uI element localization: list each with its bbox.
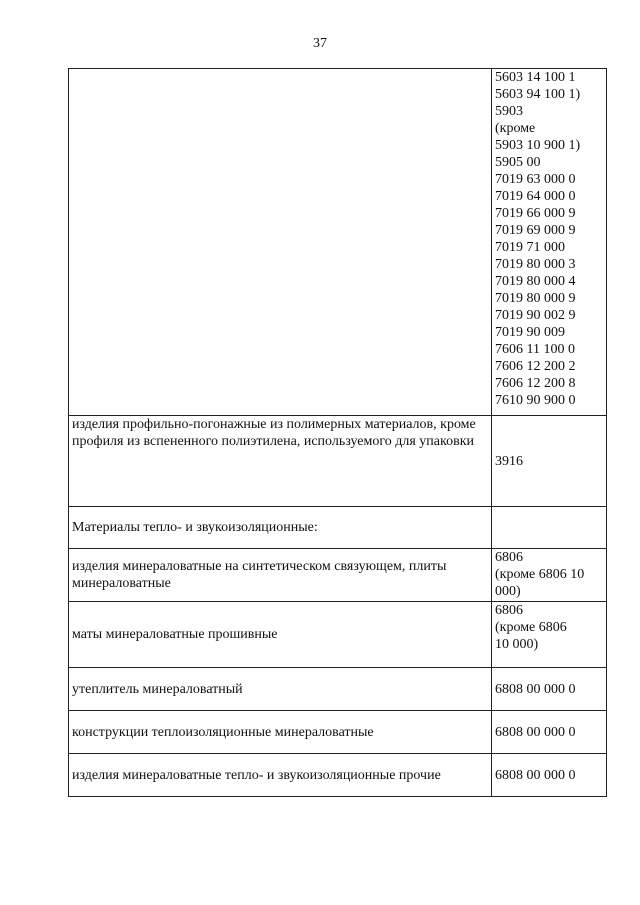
code-line: 7019 80 000 4 — [495, 274, 576, 289]
code-cell: 6808 00 000 0 — [492, 668, 607, 711]
table-row — [69, 69, 607, 416]
code-line: 7019 71 000 — [495, 240, 565, 255]
code-line: 5905 00 — [495, 155, 541, 170]
code-line: 7019 69 000 9 — [495, 223, 576, 238]
description-cell: изделия минераловатные тепло- и звукоизоляционные прочие — [69, 754, 492, 797]
description-cell: изделия профильно-погонажные из полимерных материалов, кроме профиля из вспененного полиэтилена, используемого для упаковки — [69, 416, 492, 507]
description-cell: конструкции теплоизоляционные минераловатные — [69, 711, 492, 754]
code-line: (кроме — [495, 121, 536, 136]
table-row — [69, 416, 607, 507]
table-row — [69, 754, 607, 797]
description-cell: маты минераловатные прошивные — [69, 602, 492, 668]
code-line: 7606 12 200 2 — [495, 359, 576, 374]
page-number: 37 — [313, 36, 327, 51]
code-cell: 6808 00 000 0 — [492, 754, 607, 797]
code-cell: 6808 00 000 0 — [492, 711, 607, 754]
code-line: 5903 10 900 1) — [495, 138, 581, 153]
code-line: 7019 80 000 9 — [495, 291, 576, 306]
code-line: 5603 94 100 1) — [495, 87, 581, 102]
code-line: 5903 — [495, 104, 523, 119]
description-cell — [69, 69, 492, 416]
code-line: 7019 64 000 0 — [495, 189, 576, 204]
code-line: 7019 80 000 3 — [495, 257, 576, 272]
code-cell: 3916 — [492, 416, 607, 507]
code-line: 7019 90 009 — [495, 325, 565, 340]
section-heading-cell: Материалы тепло- и звукоизоляционные: — [69, 507, 492, 549]
code-line: 7606 11 100 0 — [495, 342, 575, 357]
description-cell: утеплитель минераловатный — [69, 668, 492, 711]
code-cell — [492, 69, 607, 416]
table-row — [69, 602, 607, 668]
description-cell: изделия минераловатные на синтетическом связующем, плиты минераловатные — [69, 549, 492, 602]
code-cell: 6806 (кроме 6806 10 000) — [492, 549, 607, 602]
code-cell — [492, 507, 607, 549]
code-line: 7610 90 900 0 — [495, 393, 576, 408]
product-code-table — [68, 68, 607, 797]
code-line: 7606 12 200 8 — [495, 376, 576, 391]
code-cell: 6806 (кроме 6806 10 000) — [492, 602, 607, 668]
table-row — [69, 711, 607, 754]
code-line: 7019 90 002 9 — [495, 308, 576, 323]
code-line: 7019 63 000 0 — [495, 172, 576, 187]
table-row — [69, 549, 607, 602]
code-line: 7019 66 000 9 — [495, 206, 576, 221]
code-line: 5603 14 100 1 — [495, 70, 576, 85]
table-row — [69, 507, 607, 549]
table-row — [69, 668, 607, 711]
